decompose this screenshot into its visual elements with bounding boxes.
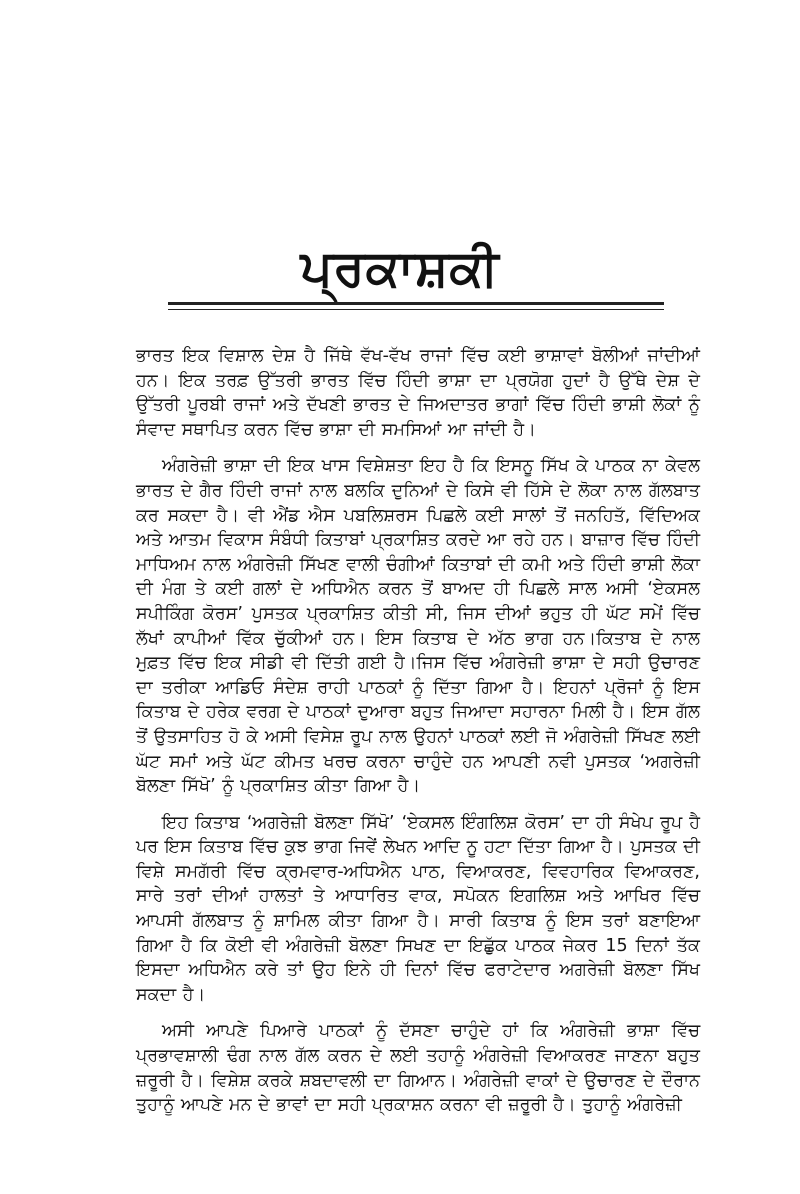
- paragraph-3: ਇਹ ਕਿਤਾਬ ‘ਅਗਰੇਜ਼ੀ ਬੋਲਣਾ ਸਿੱਖੋ’ ‘ਏਕਸਲ ਇੰਗਲਿਸ਼ ਕੋਰਸ’ ਦਾ ਹੀ ਸੰਖੇਪ ਰੂਪ ਹੈ ਪਰ ਇਸ ਕਿਤਾਬ ਵਿੱਚ ਕੁਝ ਭਾਗ ਜਿਵੇਂ ਲੇਖਨ ਆਦਿ ਨੂ ਹਟਾ ਦਿੱਤਾ ਗਿਆ ਹੈ। ਪੁਸਤਕ ਦੀ ਵਿਸ਼ੇ ਸਮਗੱਰੀ ਵਿੱਚ ਕ੍ਰਮਵਾਰ-ਅਧਿਐਨ ਪਾਠ, ਵਿਆਕਰਣ, ਵਿਵਹਾਰਿਕ ਵਿਆਕਰਣ, ਸਾਰੇ ਤਰਾਂ ਦੀਆਂ ਹਾਲਤਾਂ ਤੇ ਆਧਾਰਿਤ ਵਾਕ, ਸਪੋਕਨ ਇਗਲਿਸ਼ ਅਤੇ ਆਖਿਰ ਵਿੱਚ ਆਪਸੀ ਗੱਲਬਾਤ ਨੂੰ ਸ਼ਾਮਿਲ ਕੀਤਾ ਗਿਆ ਹੈ। ਸਾਰੀ ਕਿਤਾਬ ਨੂੰ ਇਸ ਤਰਾਂ ਬਣਾਇਆ ਗਿਆ ਹੈ ਕਿ ਕੋਈ ਵੀ ਅੰਗਰੇਜ਼ੀ ਬੋਲਣਾ ਸਿਖਣ ਦਾ ਇਛੁੱਕ ਪਾਠਕ ਜੇਕਰ 15 ਦਿਨਾਂ ਤੱਕ ਇਸਦਾ ਅਧਿਐਨ ਕਰੇ ਤਾਂ ਉਹ ਇਨੇ ਹੀ ਦਿਨਾਂ ਵਿੱਚ ਫਰਾਟੇਦਾਰ ਅਗਰੇਜ਼ੀ ਬੋਲਣਾ ਸਿੱਖ ਸਕਦਾ ਹੈ।: [136, 812, 700, 1005]
- page-title: ਪ੍ਰਕਾਸ਼ਕੀ: [300, 239, 500, 297]
- title-rule-thin: [168, 309, 664, 310]
- title-rule-thick: [168, 302, 664, 305]
- body-text: [136, 344, 700, 1130]
- paragraph-1: ਭਾਰਤ ਇਕ ਵਿਸ਼ਾਲ ਦੇਸ਼ ਹੈ ਜਿੱਥੇ ਵੱਖ-ਵੱਖ ਰਾਜਾਂ ਵਿੱਚ ਕਈ ਭਾਸ਼ਾਵਾਂ ਬੋਲੀਆਂ ਜਾਂਦੀਆਂ ਹਨ। ਇਕ ਤਰਫ਼ ਉੱਤਰੀ ਭਾਰਤ ਵਿੱਚ ਹਿੰਦੀ ਭਾਸ਼ਾ ਦਾ ਪ੍ਰਯੋਗ ਹੁਦਾਂ ਹੈ ਉੱਥੇ ਦੇਸ਼ ਦੇ ਉੱਤਰੀ ਪੂਰਬੀ ਰਾਜਾਂ ਅਤੇ ਦੱਖਣੀ ਭਾਰਤ ਦੇ ਜਿਅਦਾਤਰ ਭਾਗਾਂ ਵਿੱਚ ਹਿੰਦੀ ਭਾਸ਼ੀ ਲੋਕਾਂ ਨੂੰ ਸੰਵਾਦ ਸਥਾਪਿਤ ਕਰਨ ਵਿੱਚ ਭਾਸ਼ਾ ਦੀ ਸਮਸਿਆਂ ਆ ਜਾਂਦੀ ਹੈ।: [136, 346, 700, 440]
- paragraph-4: ਅਸੀ ਆਪਣੇ ਪਿਆਰੇ ਪਾਠਕਾਂ ਨੂੰ ਦੱਸਣਾ ਚਾਹੁੰਦੇ ਹਾਂ ਕਿ ਅੰਗਰੇਜ਼ੀ ਭਾਸ਼ਾ ਵਿੱਚ ਪ੍ਰਭਾਵਸ਼ਾਲੀ ਢੰਗ ਨਾਲ ਗੱਲ ਕਰਨ ਦੇ ਲਈ ਤਹਾਨੂੰ ਅੰਗਰੇਜ਼ੀ ਵਿਆਕਰਣ ਜਾਣਨਾ ਬਹੁਤ ਜ਼ਰੂਰੀ ਹੈ। ਵਿਸ਼ੇਸ਼ ਕਰਕੇ ਸ਼ਬਦਾਵਲੀ ਦਾ ਗਿਆਨ। ਅੰਗਰੇਜ਼ੀ ਵਾਕਾਂ ਦੇ ਉਚਾਰਣ ਦੇ ਦੌਰਾਨ ਤੁਹਾਨੂੰ ਆਪਣੇ ਮਨ ਦੇ ਭਾਵਾਂ ਦਾ ਸਹੀ ਪ੍ਰਕਾਸ਼ਨ ਕਰਨਾ ਵੀ ਜ਼ਰੂਰੀ ਹੈ। ਤੁਹਾਨੂੰ ਅੰਗਰੇਜ਼ੀ: [136, 1021, 700, 1116]
- paragraph-2: ਅੰਗਰੇਜ਼ੀ ਭਾਸ਼ਾ ਦੀ ਇਕ ਖਾਸ ਵਿਸ਼ੇਸ਼ਤਾ ਇਹ ਹੈ ਕਿ ਇਸਨੂ ਸਿੱਖ ਕੇ ਪਾਠਕ ਨਾ ਕੇਵਲ ਭਾਰਤ ਦੇ ਗੈਰ ਹਿੰਦੀ ਰਾਜਾਂ ਨਾਲ ਬਲਕਿ ਦੁਨਿਆਂ ਦੇ ਕਿਸੇ ਵੀ ਹਿੱਸੇ ਦੇ ਲੋਕਾ ਨਾਲ ਗੱਲਬਾਤ ਕਰ ਸਕਦਾ ਹੈ। ਵੀ ਐਂਡ ਐਸ ਪਬਲਿਸ਼ਰਸ ਪਿਛਲੇ ਕਈ ਸਾਲਾਂ ਤੋਂ ਜਨਹਿਤੱ, ਵਿੱਦਿਅਕ ਅਤੇ ਆਤਮ ਵਿਕਾਸ ਸੰਬੰਧੀ ਕਿਤਾਬਾਂ ਪ੍ਰਕਾਸ਼ਿਤ ਕਰਦੇ ਆ ਰਹੇ ਹਨ। ਬਾਜ਼ਾਰ ਵਿੱਚ ਹਿੰਦੀ ਮਾਧਿਅਮ ਨਾਲ ਅੰਗਰੇਜ਼ੀ ਸਿੱਖਣ ਵਾਲੀ ਚੰਗੀਆਂ ਕਿਤਾਬਾਂ ਦੀ ਕਮੀ ਅਤੇ ਹਿੰਦੀ ਭਾਸ਼ੀ ਲੋਕਾ ਦੀ ਮੰਗ ਤੇ ਕਈ ਗਲਾਂ ਦੇ ਅਧਿਐਨ ਕਰਨ ਤੋਂ ਬਾਅਦ ਹੀ ਪਿਛਲੇ ਸਾਲ ਅਸੀ ‘ਏਕਸਲ ਸਪੀਕਿੰਗ ਕੋਰਸ’ ਪੁਸਤਕ ਪ੍ਰਕਾਸ਼ਿਤ ਕੀਤੀ ਸੀ, ਜਿਸ ਦੀਆਂ ਭਹੁਤ ਹੀ ਘੱਟ ਸਮੇਂ ਵਿੱਚ ਲੱਖਾਂ ਕਾਪੀਆਂ ਵਿੱਕ ਚੁੱਕੀਆਂ ਹਨ। ਇਸ ਕਿਤਾਬ ਦੇ ਅੱਠ ਭਾਗ ਹਨ।ਕਿਤਾਬ ਦੇ ਨਾਲ ਮੁਫ਼ਤ ਵਿੱਚ ਇਕ ਸੀਡੀ ਵੀ ਦਿੱਤੀ ਗਈ ਹੈ।ਜਿਸ ਵਿੱਚ ਅੰਗਰੇਜ਼ੀ ਭਾਸ਼ਾ ਦੇ ਸਹੀ ਉਚਾਰਣ ਦਾ ਤਰੀਕਾ ਆਡਿਓ ਸੰਦੇਸ਼ ਰਾਹੀ ਪਾਠਕਾਂ ਨੂੰ ਦਿੱਤਾ ਗਿਆ ਹੈ। ਇਹਨਾਂ ਪ੍ਰੋਜਾਂ ਨੂੰ ਇਸ ਕਿਤਾਬ ਦੇ ਹਰੇਕ ਵਰਗ ਦੇ ਪਾਠਕਾਂ ਦੁਆਰਾ ਬਹੁਤ ਜਿਆਦਾ ਸਹਾਰਨਾ ਮਿਲੀ ਹੈ। ਇਸ ਗੱਲ ਤੋਂ ਉਤਸਾਹਿਤ ਹੋ ਕੇ ਅਸੀ ਵਿਸੇਸ਼ ਰੂਪ ਨਾਲ ਉਹਨਾਂ ਪਾਠਕਾਂ ਲਈ ਜੋ ਅੰਗਰੇਜ਼ੀ ਸਿੱਖਣ ਲਈ ਘੱਟ ਸਮਾਂ ਅਤੇ ਘੱਟ ਕੀਮਤ ਖਰਚ ਕਰਨਾ ਚਾਹੁੰਦੇ ਹਨ ਆਪਣੀ ਨਵੀ ਪੁਸਤਕ ‘ਅਗਰੇਜ਼ੀ ਬੋਲਣਾ ਸਿੱਖੋ’ ਨੂੰ ਪ੍ਰਕਾਸ਼ਿਤ ਕੀਤਾ ਗਿਆ ਹੈ।: [136, 456, 700, 797]
